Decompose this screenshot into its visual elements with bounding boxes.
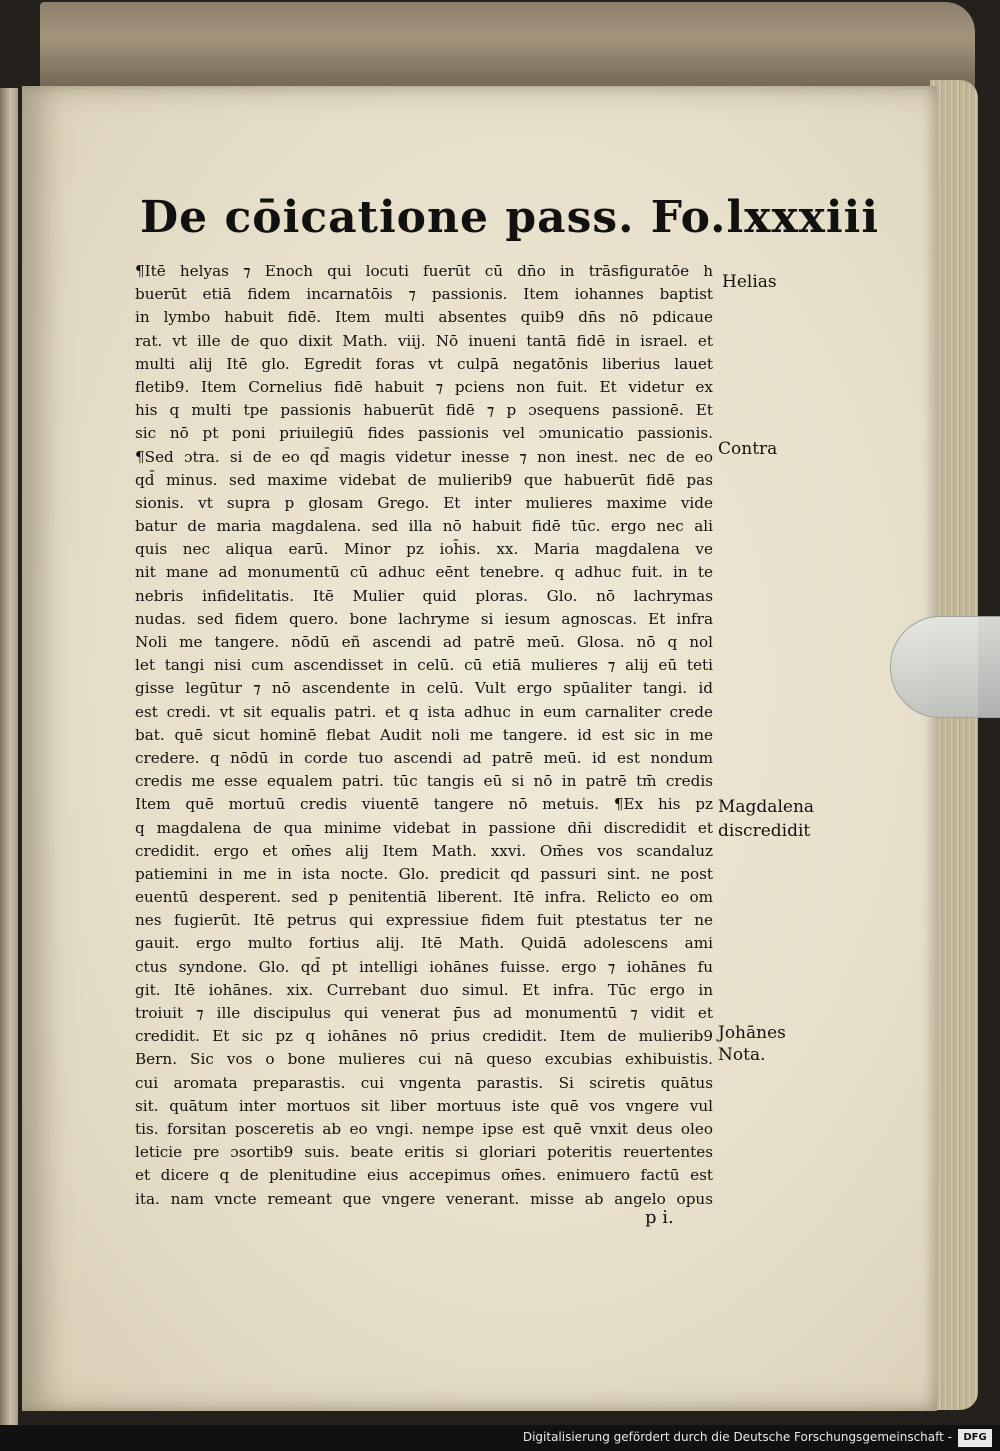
text-line: ¶Sed ɔtra. si de eo qd̄ magis videtur inesse ⁊ non inest. nec de eo [135,447,713,466]
text-line: Noli me tangere. nōdū eñ ascendi ad patrē meū. Glosa. nō q nol [135,633,713,651]
text-line: leticie pre ɔsortib9 suis. beate eritis si gloriari poteritis reuertentes [135,1143,713,1162]
text-line: fletib9. Item Cornelius fidē habuit ⁊ pciens non fuit. Et videtur ex [135,377,713,396]
page-block-edge [930,80,978,1410]
text-line: tis. forsitan posceretis ab eo vngi. nempe ipse est quē vnxit deus oleo [135,1119,713,1138]
text-line: batur de maria magdalena. sed illa nō habuit fidē tūc. ergo nec ali [135,517,713,536]
text-line: credidit. ergo et om̄es alij Item Math. xxvi. Om̄es vos scandaluz [135,841,713,860]
text-line: nes fugierūt. Itē petrus qui expressiue fidem fuit ptestatus ter ne [135,911,713,930]
body-text [135,260,713,1211]
text-line: patiemini in me in ista nocte. Glo. predicit qd passuri sint. ne post [135,864,713,883]
signature-mark: p i. [645,1207,674,1228]
text-line: Bern. Sic vos o bone mulieres cui nā queso excubias exhibuistis. [135,1050,713,1069]
text-line: in lymbo habuit fidē. Item multi absentes quib9 dn̄s nō pdicaue [135,308,713,327]
margin-note-helias: Helias [722,272,777,292]
text-line: gisse legūtur ⁊ nō ascendente in celū. Vult ergo spūaliter tangi. id [135,679,713,698]
text-line: buerūt etiā fidem incarnatōis ⁊ passionis. Item iohannes baptist [135,285,713,304]
text-line: nudas. sed fidem quero. bone lachryme si iesum agnoscas. Et infra [135,609,713,628]
text-line: ita. nam vncte remeant que vngere venerant. misse ab angelo opus [135,1189,713,1208]
text-line: troiuit ⁊ ille discipulus qui venerat p̄us ad monumentū ⁊ vidit et [135,1004,713,1022]
text-line: gauit. ergo multo fortius alij. Itē Math. Quidā adolescens ami [135,934,713,953]
text-line: cui aromata preparastis. cui vngenta parastis. Si sciretis quātus [135,1073,713,1092]
margin-note-magdalena: Magdalena [718,797,815,817]
text-line: sic nō pt poni priuilegiū fides passionis vel ɔmunicatio passionis. [135,424,713,443]
dfg-logo: DFG [958,1429,992,1447]
text-line: euentū desperent. sed p penitentiā liberent. Itē infra. Relicto eo om [135,888,713,907]
text-line: credere. q nōdū in corde tuo ascendi ad patrē meū. id est nondum [135,748,713,767]
page-clip [890,616,1000,718]
text-line: credidit. Et sic pz q iohānes nō prius credidit. Item de mulierib9 [135,1027,713,1046]
text-line: est credi. vt sit equalis patri. et q ista adhuc in eum carnaliter crede [135,702,713,721]
text-line: sit. quātum inter mortuos sit liber mortuus iste quē vos vngere vul [135,1096,713,1115]
margin-note-nota: Nota. [718,1045,766,1065]
text-line: rat. vt ille de quo dixit Math. viij. Nō inueni tantā fidē in israel. et [135,331,713,350]
footer-credit: Digitalisierung gefördert durch die Deutsche Forschungsgemeinschaft - [522,1430,952,1444]
margin-note-johannes: Johānes [718,1023,786,1043]
text-line: let tangi nisi cum ascendisset in celū. cū etiā mulieres ⁊ alij eū teti [135,656,713,675]
text-line: multi alij Itē glo. Egredit foras vt culpā negatōnis liberius lauet [135,354,713,373]
text-line: quis nec aliqua earū. Minor pz ioh̄is. xx. Maria magdalena ve [135,540,713,559]
text-line: credis me esse equalem patri. tūc tangis eū si nō in patrē tm̄ credis [135,772,713,791]
text-line: qd̄ minus. sed maxime videbat de mulierib9 que habuerūt fidē pas [135,470,713,489]
text-line: his q multi tpe passionis habuerūt fidē ⁊ p ɔsequens passionē. Et [135,401,713,420]
text-line: sionis. vt supra p glosam Grego. Et inter mulieres maxime vide [135,493,713,512]
text-line: et dicere q de plenitudine eius accepimus om̄es. enimuero factū est [135,1166,713,1185]
text-line: q magdalena de qua minime videbat in passione dn̄i discredidit et [135,818,713,837]
running-head: De cōicatione pass. Fo.lxxxiii [140,192,880,243]
book-cover [40,2,975,92]
margin-note-contra: Contra [718,439,778,459]
text-line: bat. quē sicut hominē flebat Audit noli me tangere. id est sic in me [135,725,713,744]
text-line: git. Itē iohānes. xix. Currebant duo simul. Et infra. Tūc ergo in [135,980,713,999]
footer-bar [0,1425,1000,1451]
text-line: ctus syndone. Glo. qd̄ pt intelligi iohānes fuisse. ergo ⁊ iohānes fu [135,957,713,976]
margin-note-discredidit: discredidit [718,821,811,841]
text-line: ¶Itē helyas ⁊ Enoch qui locuti fuerūt cū dn̄o in trāsfiguratōe h [135,262,713,280]
text-line: Item quē mortuū credis viuentē tangere nō metuis. ¶Ex his pz [135,795,713,814]
facing-page-edge [0,88,18,1425]
text-line: nebris infidelitatis. Itē Mulier quid ploras. Glo. nō lachrymas [135,586,713,605]
text-line: nit mane ad monumentū cū adhuc eēnt tenebre. q adhuc fuit. in te [135,563,713,582]
